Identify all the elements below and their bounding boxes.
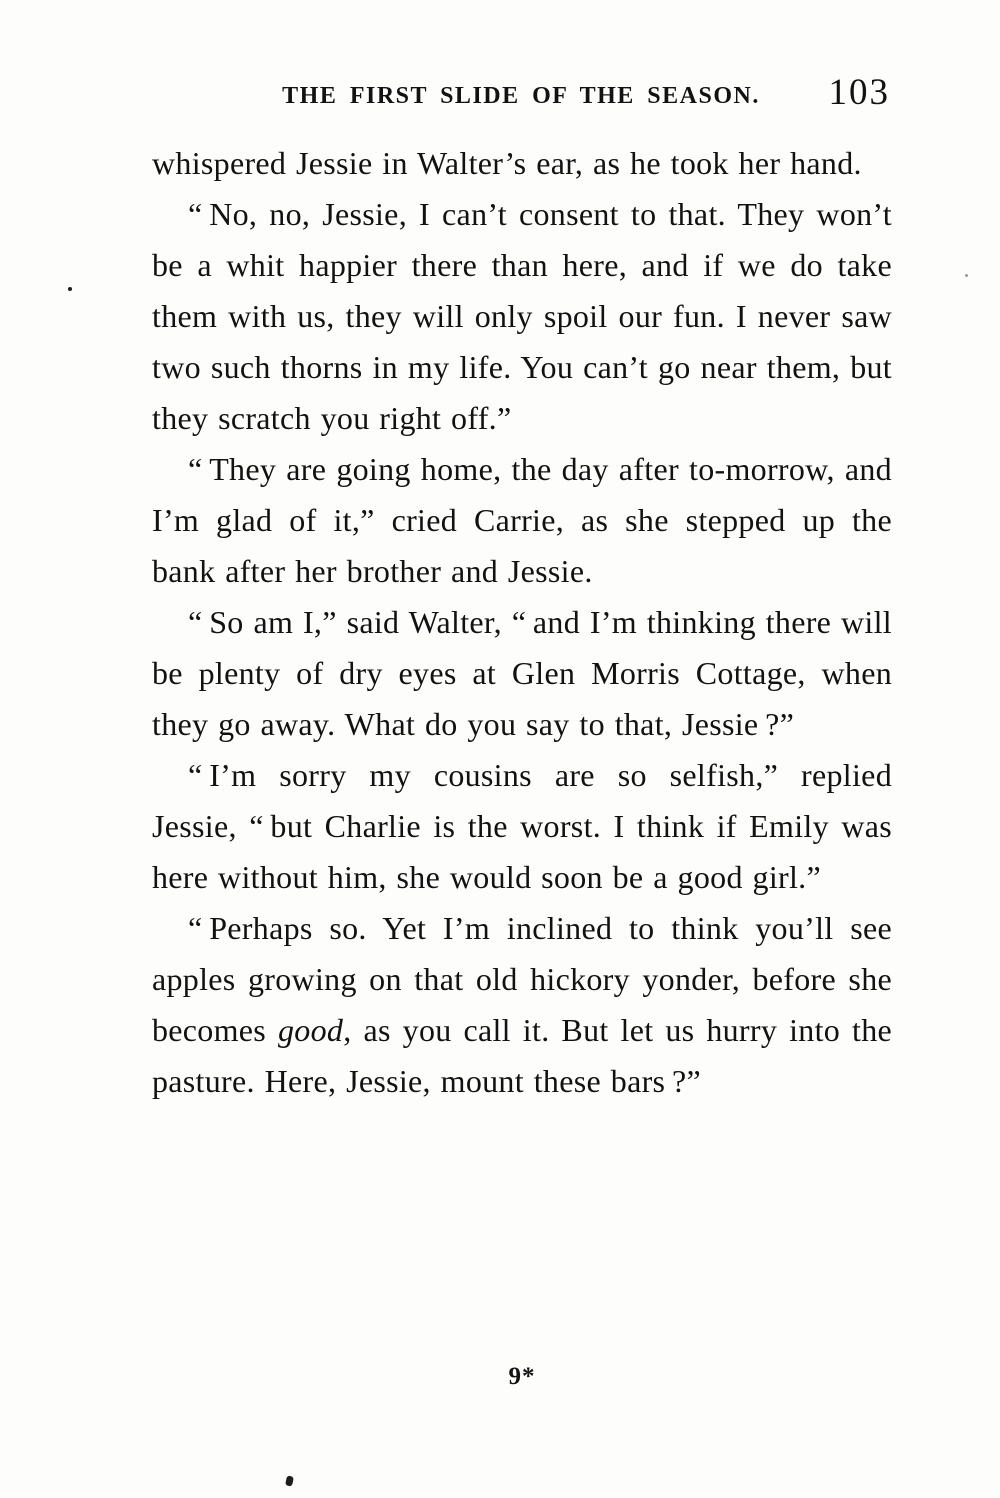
paragraph-text: , as you call it. But let us hurry into the pasture. Here, Jessie, mount these bars ?” bbox=[152, 1012, 892, 1099]
body-text bbox=[152, 138, 892, 1107]
paragraph-text: “ They are going home, the day after to-morrow, and I’m glad of it,” cried Carrie, as she stepped up the bank after her brother and Jessie. bbox=[152, 451, 892, 589]
paragraph-text: “ No, no, Jessie, I can’t consent to that. They won’t be a whit happier there than here, and if we do take them with us, they will only spoil our fun. I never saw two such thorns in my life. You can’t go near them, but they scratch you right off.” bbox=[152, 196, 892, 436]
paragraph bbox=[152, 597, 892, 750]
page-number: 103 bbox=[828, 72, 890, 113]
ink-speck bbox=[965, 274, 968, 277]
paragraph bbox=[152, 750, 892, 903]
paragraph-text: whispered Jessie in Walter’s ear, as he took her hand. bbox=[152, 145, 862, 181]
ink-speck bbox=[285, 1475, 294, 1486]
paragraph-text: “ Perhaps so. Yet I’m inclined to think you’ll see apples growing on that old hickory yonder, before she becomes bbox=[152, 910, 892, 1048]
running-title: THE FIRST SLIDE OF THE SEASON. bbox=[282, 83, 760, 109]
paragraph bbox=[152, 138, 892, 189]
ink-speck bbox=[68, 287, 72, 291]
paragraph bbox=[152, 189, 892, 444]
paragraph bbox=[152, 903, 892, 1107]
paragraph bbox=[152, 444, 892, 597]
signature-mark: 9* bbox=[508, 1363, 536, 1390]
paragraph-text-italic: good bbox=[278, 1012, 344, 1048]
page-header bbox=[152, 72, 890, 124]
paragraph-text: “ So am I,” said Walter, “ and I’m thinking there will be plenty of dry eyes at Glen Morris Cottage, when they go away. What do you say to that, Jessie ?” bbox=[152, 604, 892, 742]
paragraph-text: “ I’m sorry my cousins are so selfish,” replied Jessie, “ but Charlie is the worst. I think if Emily was here without him, she would soon be a good girl.” bbox=[152, 757, 892, 895]
